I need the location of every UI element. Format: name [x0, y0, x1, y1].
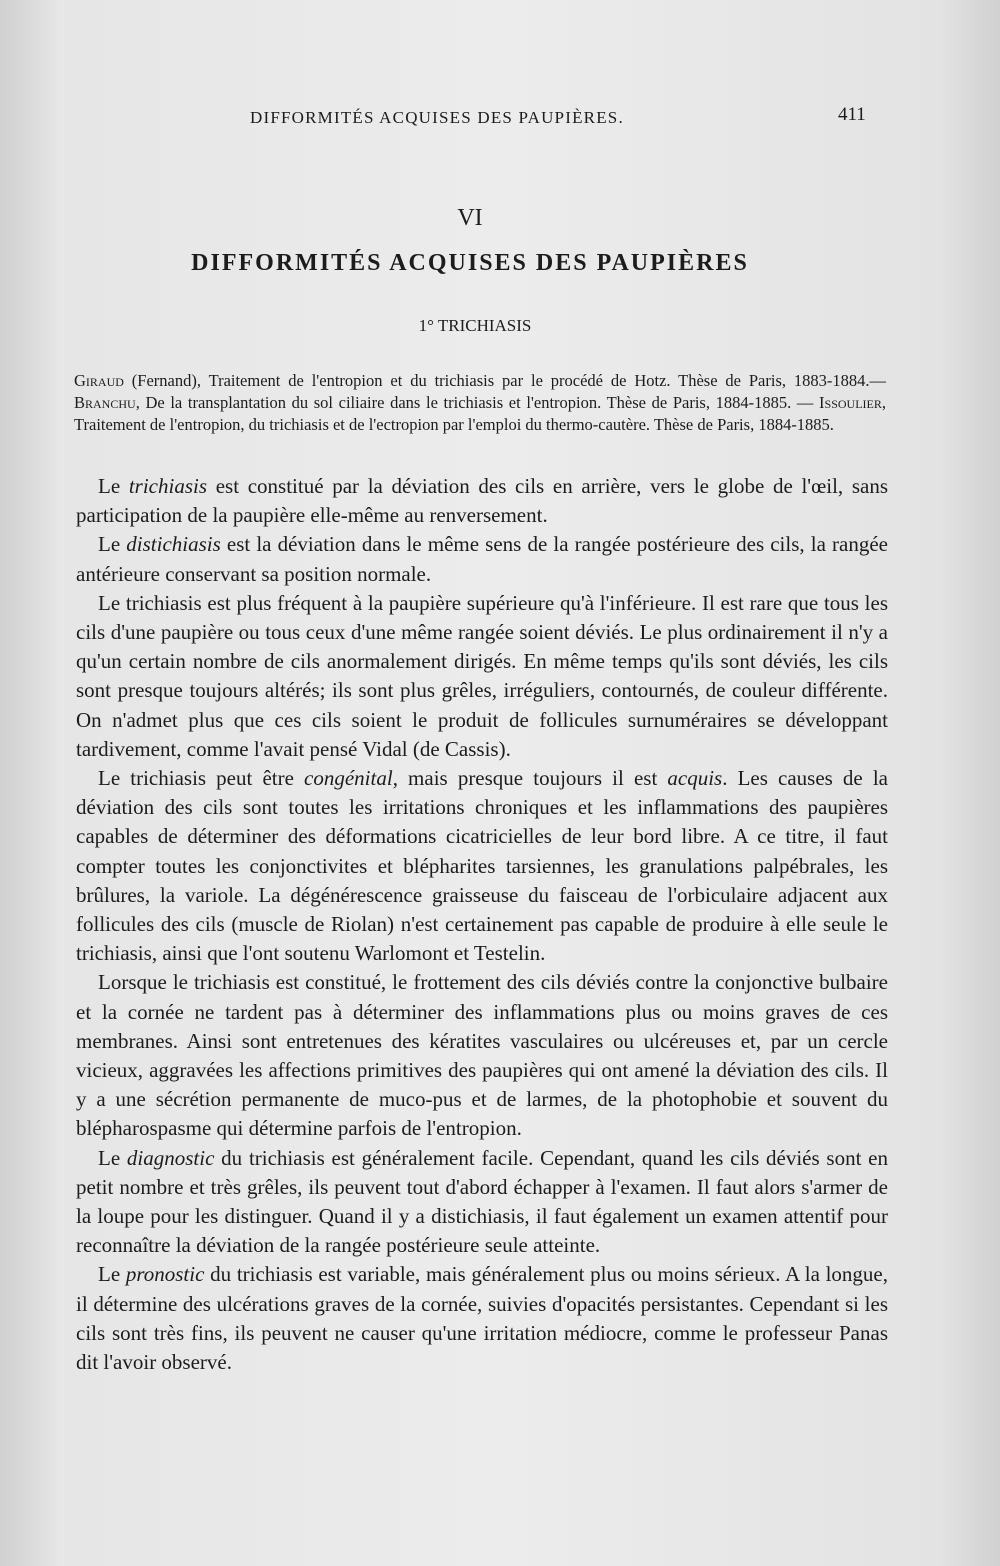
text-run: Le — [98, 1145, 127, 1170]
text-run: , mais presque toujours il est — [392, 766, 668, 791]
paragraph-causes — [76, 764, 888, 968]
ref-author-issoulier: Issoulier — [819, 393, 882, 412]
paragraph-diagnostic — [76, 1144, 888, 1261]
ref-text-branchu: , De la transplantation du sol ciliaire dans le trichiasis et l'entropion. Thèse de Paris, 1884-1885. — — [135, 393, 820, 412]
ref-author-giraud: Giraud — [74, 371, 124, 390]
ref-text-issoulier: , Traitement de l'entropion, du trichiasis et de l'ectropion par l'emploi du thermo-cautère. Thèse de Paris, 1884-1885. — [74, 393, 886, 434]
ref-text-giraud: (Fernand), Traitement de l'entropion et du trichiasis par le procédé de Hotz. Thèse de Paris, 1883-1884.— — [123, 371, 886, 390]
italic-term: pronostic — [125, 1262, 205, 1287]
text-run: Le trichiasis peut être — [98, 766, 305, 791]
section-number: VI — [457, 205, 483, 231]
page-number: 411 — [838, 104, 866, 125]
running-header: DIFFORMITÉS ACQUISES DES PAUPIÈRES. — [250, 108, 624, 127]
subheading: 1° TRICHIASIS — [418, 316, 532, 335]
text-run: Le — [98, 532, 127, 557]
italic-term: trichiasis — [128, 474, 208, 498]
text-run: Le — [98, 1262, 126, 1287]
italic-term: diagnostic — [126, 1145, 215, 1170]
text-run: du trichiasis est généralement facile. Cependant, quand les cils déviés sont en petit nombre et très grêles, ils peuvent tout d'abord échapper à l'examen. Il faut alors s'armer de la loupe pour les distinguer. Quand il y a distichiasis, il faut également un examen attentif pour reconnaître la déviation de la rangée postérieure seule atteinte. — [76, 1145, 888, 1258]
text-run: Le — [98, 474, 129, 498]
text-run: est constitué par la déviation des cils en arrière, vers le globe de l'œil, sans participation de la paupière elle-même au renversement. — [76, 474, 889, 528]
paragraph-frequency: Le trichiasis est plus fréquent à la paupière supérieure qu'à l'inférieure. Il est rare que tous les cils d'une paupière ou tous ceux d'une même rangée soient déviés. Le plus ordinairement il n'y a qu'un certain nombre de cils anormalement dirigés. En même temps qu'ils sont déviés, les cils sont presque toujours altérés; ils sont plus grêles, irréguliers, contournés, de couleur différente. On n'admet plus que ces cils soient le produit de follicules surnuméraires se développant tardivement, comme l'avait pensé Vidal (de Cassis). — [76, 590, 888, 761]
italic-term: congénital — [304, 766, 393, 791]
paragraph-consequences: Lorsque le trichiasis est constitué, le frottement des cils déviés contre la conjonctive bulbaire et la cornée ne tardent pas à déterminer des inflammations plus ou moins graves de ces membranes. Ainsi sont entretenues des kératites vasculaires ou ulcéreuses et, par un cercle vicieux, aggravées les affections primitives des paupières qui ont amené la déviation des cils. Il y a une sécrétion permanente de muco-pus et de larmes, de la photophobie et souvent du blépharospasme qui détermine parfois de l'entropion. — [76, 970, 888, 1141]
text-run: est la déviation dans le même sens de la rangée postérieure des cils, la rangée antérieure conservant sa position normale. — [76, 532, 888, 586]
text-run: . Les causes de la déviation des cils sont toutes les irritations chroniques et les inflammations des paupières capables de déterminer des déformations cicatricielles de leur bord libre. A ce titre, il faut compter toutes les conjonctivites et blépharites tarsiennes, les granulations palpébrales, les brûlures, la variole. La dégénérescence graisseuse du faisceau de l'orbiculaire adjacent aux follicules des cils (muscle de Riolan) n'est certainement pas capable de produire à elle seule le trichiasis, ainsi que l'ont soutenu Warlomont et Testelin. — [76, 766, 889, 966]
bibliography — [74, 370, 886, 436]
body-text — [76, 472, 888, 1377]
ref-author-branchu: Branchu — [74, 393, 136, 412]
chapter-title: DIFFORMITÉS ACQUISES DES PAUPIÈRES — [191, 250, 749, 276]
text-run: du trichiasis est variable, mais généralement plus ou moins sérieux. A la longue, il détermine des ulcérations graves de la cornée, suivies d'opacités persistantes. Cependant si les cils sont très fins, ils peuvent ne causer qu'une irritation médiocre, comme le professeur Panas dit l'avoir observé. — [76, 1262, 888, 1375]
italic-term: acquis — [667, 766, 723, 791]
paragraph-definition-trichiasis — [76, 472, 888, 530]
paragraph-definition-distichiasis — [76, 530, 888, 588]
paragraph-pronostic — [76, 1260, 888, 1377]
italic-term: distichiasis — [126, 532, 221, 557]
